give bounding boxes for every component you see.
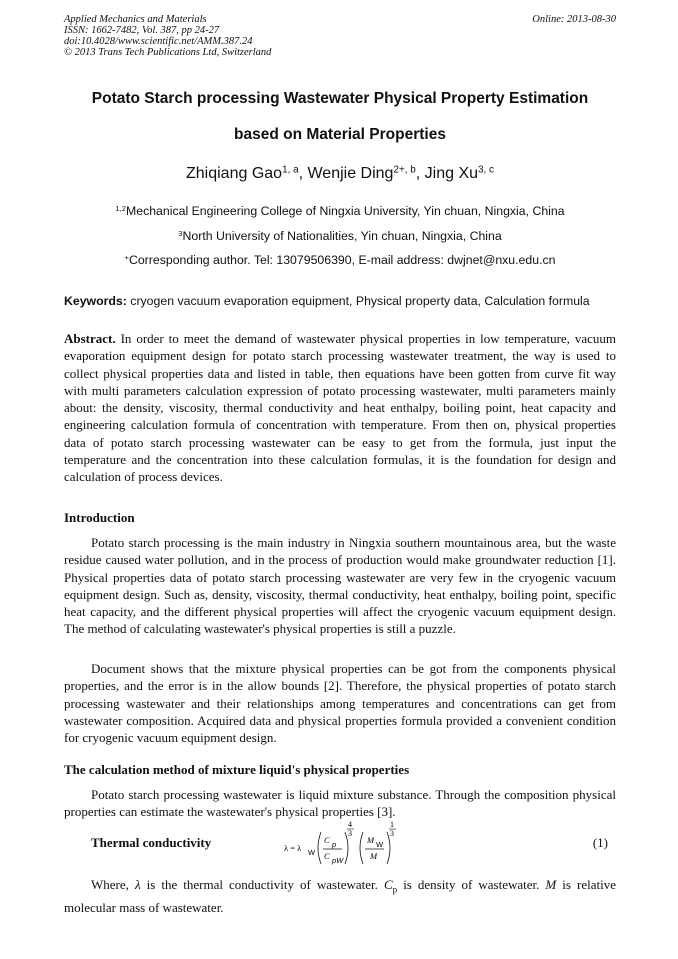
affiliation-mark: 1,2 <box>115 203 126 213</box>
journal-name: Applied Mechanics and Materials <box>64 14 207 25</box>
cp-subscript: p <box>392 884 398 895</box>
cp-symbol: C <box>383 877 393 892</box>
section-heading-introduction: Introduction <box>64 510 135 525</box>
eq-exp1-den: 3 <box>348 829 352 838</box>
keywords-text: cryogen vacuum evaporation equipment, Physical property data, Calculation formula <box>126 294 590 308</box>
eq-num2: M <box>367 835 375 845</box>
affiliation <box>64 204 616 218</box>
corresponding-author-text: Corresponding author. Tel: 13079506390, E-mail address: dwjnet@nxu.edu.cn <box>128 253 556 267</box>
eq-den1: C <box>324 851 330 861</box>
affiliation <box>64 229 616 243</box>
paragraph <box>64 876 616 916</box>
section-heading-calculation: The calculation method of mixture liquid's physical properties <box>64 762 410 777</box>
eq-exp1-num: 4 <box>348 820 352 829</box>
copyright-line: © 2013 Trans Tech Publications Ltd, Switzerland <box>64 47 272 58</box>
paragraph: Document shows that the mixture physical properties can be got from the components physical properties, and the error is in the allow bounds [2]. Therefore, the physical properties of potato starch processing wastewater and their relationships among temperatures and concentrations can get from wastewater composition. Acquired data and physical properties formula provided a convenient condition for cryogenic vacuum equipment design. <box>64 661 616 746</box>
author-name: Zhiqiang Gao <box>186 165 283 182</box>
author-affil-mark: 1, a <box>282 164 299 176</box>
affiliation-mark: + <box>124 252 129 262</box>
paragraph: Potato starch processing wastewater is liquid mixture substance. Through the composition physical properties can estimate the wastewater's physical properties [3]. <box>64 787 616 820</box>
thermal-conductivity-equation <box>284 818 424 874</box>
author-name: Wenjie Ding <box>307 165 394 182</box>
author-separator: , <box>298 165 308 182</box>
paper-title-line1: Potato Starch processing Wastewater Physical Property Estimation <box>91 90 589 107</box>
affiliation-text: North University of Nationalities, Yin chuan, Ningxia, China <box>182 229 502 243</box>
abstract-text: In order to meet the demand of wastewater physical properties in low temperature, vacuum evaporation equipment design for potato starch processing wastewater treatment, the way is used to collect physical properties data and listed in table, then equations have been gotten from curve fit way with multi parameters calculation expression of potato processing wastewater, multi parameters mainly about: the density, viscosity, thermal conductivity and heat enthalpy, boiling point, heat capacity and engineering calculation formula of concentration with temperature. From then on, physical properties data of potato starch processing wastewater can be easy to get from the formula, just input the temperature and the concentration into these calculation formulas, it is the foundation for design and calculation of process devices. <box>64 331 616 485</box>
online-date: Online: 2013-08-30 <box>532 14 616 25</box>
author-name: Jing Xu <box>424 165 479 182</box>
abstract-label: Abstract. <box>64 331 116 346</box>
author-affil-mark: 2+, b <box>393 164 416 176</box>
eq-paren-open <box>318 832 321 864</box>
corresponding-author <box>64 253 616 267</box>
journal-header <box>64 14 616 58</box>
eq-num2-sub: W <box>376 840 384 849</box>
affiliation-text: Mechanical Engineering College of Ningxia University, Yin chuan, Ningxia, China <box>125 204 565 218</box>
issn-line: ISSN: 1662-7482, Vol. 387, pp 24-27 <box>64 25 220 36</box>
subsection-heading-thermal-conductivity: Thermal conductivity <box>91 835 212 850</box>
keywords-label: Keywords: <box>64 294 127 308</box>
doi-line: doi:10.4028/www.scientific.net/AMM.387.24 <box>64 36 253 47</box>
author-list <box>64 165 616 183</box>
keywords <box>64 294 616 308</box>
author-separator: , <box>415 165 425 182</box>
eq-num1-sub: p <box>332 840 337 849</box>
where-text: is the thermal conductivity of wastewater. <box>140 877 384 892</box>
paragraph: Potato starch processing is the main industry in Ningxia southern mountainous area, but the waste residue caused water pollution, and in the process of production would make groundwater reduction [1]. Physical properties data of potato starch processing wastewater are very few in the cryogenic vacuum equipment design. Such as, density, viscosity, thermal conductivity, heat enthalpy, boiling point, specific heat capacity, and the different physical properties will affect the cryogenic vacuum equipment design. The method of calculating wastewater's physical properties is still a puzzle. <box>64 535 616 637</box>
abstract <box>64 330 616 486</box>
where-text: is relative molecular mass of wastewater. <box>64 877 616 915</box>
author-affil-mark: 3, c <box>478 164 494 176</box>
eq-lhs: λ = λ <box>284 843 302 853</box>
paper-title-line2: based on Material Properties <box>234 126 446 143</box>
lambda-symbol: λ <box>134 877 141 892</box>
eq-den1-sub: pW <box>332 856 344 865</box>
eq-paren-open <box>360 832 363 864</box>
eq-exp2-num: 1 <box>390 820 394 829</box>
eq-num1: C <box>324 835 330 845</box>
equation-number: (1) <box>592 835 608 850</box>
where-text: is density of wastewater. <box>397 877 546 892</box>
m-symbol: M <box>545 877 557 892</box>
eq-den2: M <box>370 851 378 861</box>
eq-lhs-sub: W <box>308 848 316 857</box>
eq-exp2-den: 3 <box>390 829 394 838</box>
where-text: Where, <box>91 877 135 892</box>
affiliation-mark: 3 <box>178 228 183 238</box>
